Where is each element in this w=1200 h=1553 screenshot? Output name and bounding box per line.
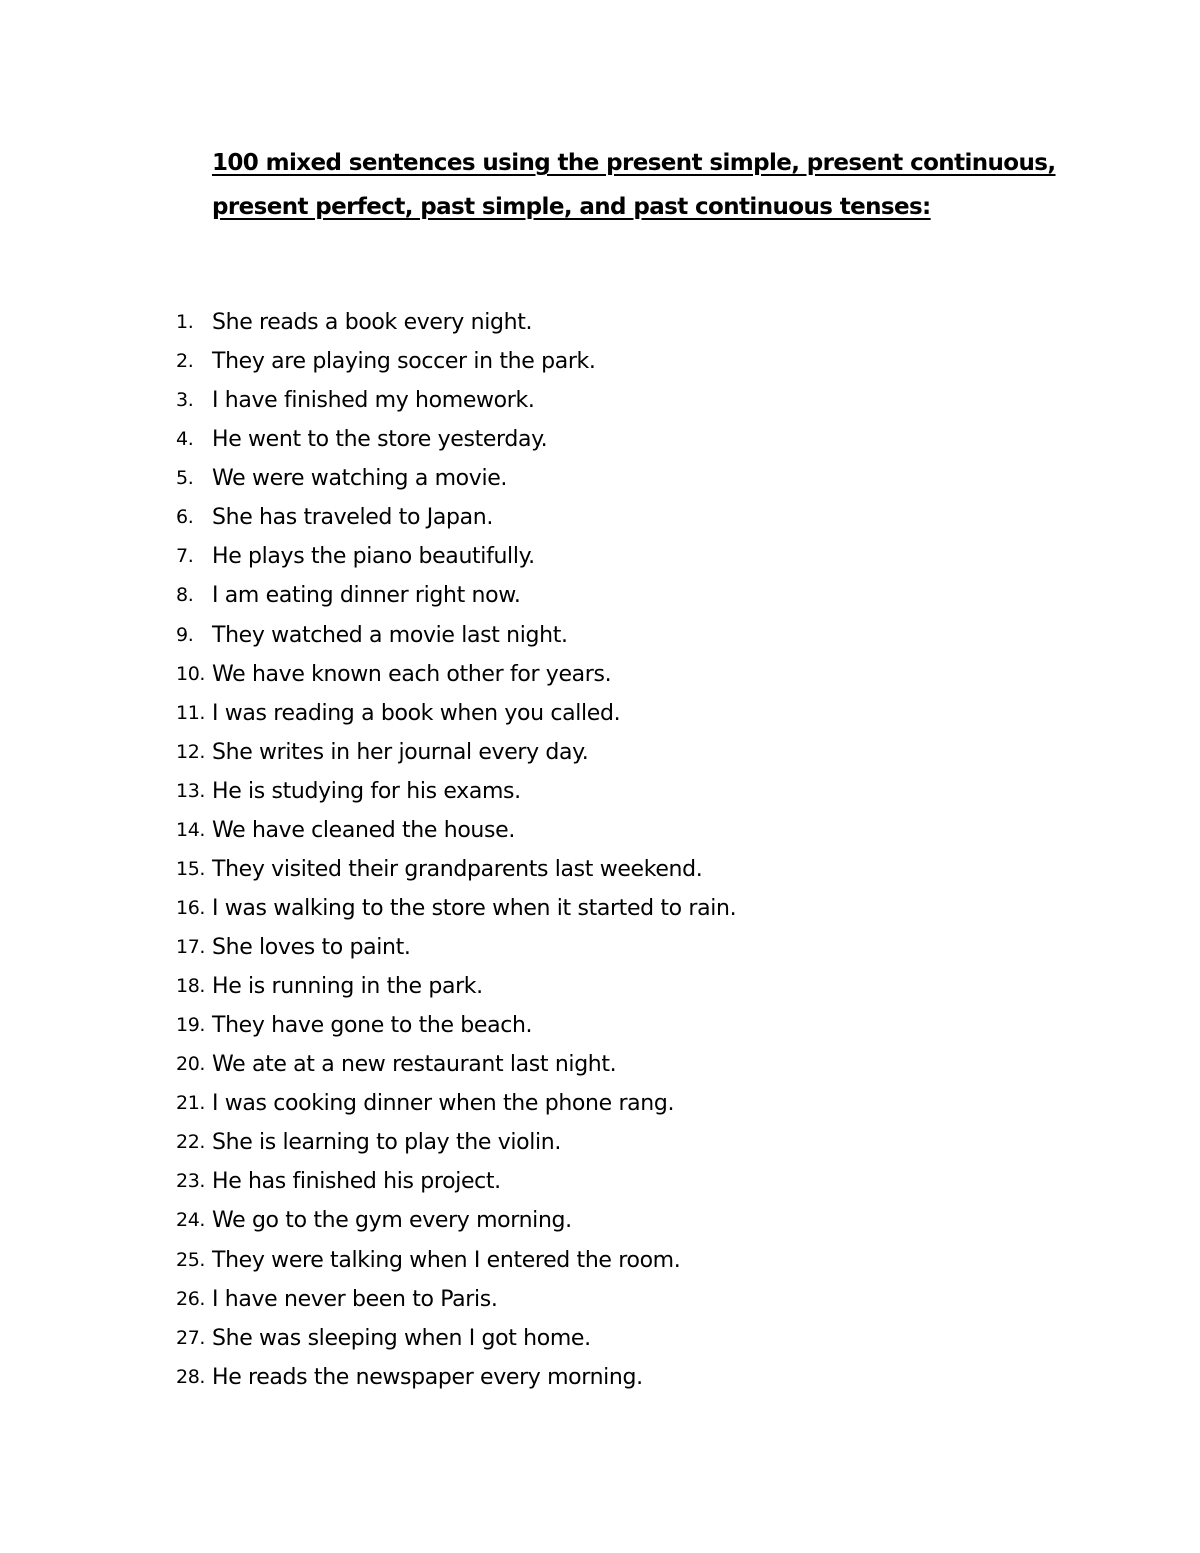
item-number: 8. <box>176 584 194 607</box>
page-title <box>212 141 1072 229</box>
item-text: I have finished my homework. <box>212 388 535 414</box>
item-text: She is learning to play the violin. <box>212 1130 561 1156</box>
list-item <box>176 928 736 967</box>
item-number: 14. <box>176 818 206 841</box>
item-text: I was cooking dinner when the phone rang. <box>212 1091 675 1117</box>
list-item <box>176 1280 736 1319</box>
item-text: She loves to paint. <box>212 935 411 960</box>
list-item <box>176 1045 736 1084</box>
list-item <box>176 1241 736 1280</box>
item-text: She reads a book every night. <box>212 310 533 335</box>
list-item <box>176 459 736 498</box>
item-number: 2. <box>176 350 194 373</box>
title-line-2: present perfect, past simple, and past continuous tenses: <box>212 194 931 220</box>
item-number: 23. <box>176 1170 206 1193</box>
item-number: 18. <box>176 975 206 998</box>
item-text: He is studying for his exams. <box>212 778 521 804</box>
item-number: 16. <box>176 896 206 919</box>
list-item <box>176 498 736 537</box>
list-item <box>176 655 736 694</box>
item-text: He reads the newspaper every morning. <box>212 1364 643 1390</box>
item-text: We ate at a new restaurant last night. <box>212 1052 617 1078</box>
item-text: She was sleeping when I got home. <box>212 1325 591 1351</box>
list-item <box>176 576 736 615</box>
item-number: 22. <box>176 1131 206 1154</box>
list-item <box>176 342 736 381</box>
item-number: 21. <box>176 1092 206 1115</box>
item-number: 26. <box>176 1287 206 1310</box>
item-text: I was reading a book when you called. <box>212 700 621 726</box>
item-text: We have cleaned the house. <box>212 817 515 843</box>
item-text: She writes in her journal every day. <box>212 739 589 765</box>
item-text: He went to the store yesterday. <box>212 427 548 453</box>
item-number: 19. <box>176 1014 206 1037</box>
item-number: 7. <box>176 545 194 568</box>
item-number: 6. <box>176 506 194 529</box>
item-number: 25. <box>176 1248 206 1271</box>
item-text: They were talking when I entered the room. <box>212 1247 681 1273</box>
title-line-1: 100 mixed sentences using the present simple, present continuous, <box>212 150 1056 176</box>
list-item <box>176 1006 736 1045</box>
item-number: 11. <box>176 701 206 724</box>
item-number: 27. <box>176 1326 206 1349</box>
list-item <box>176 1123 736 1162</box>
list-item <box>176 811 736 850</box>
item-number: 5. <box>176 467 194 490</box>
item-text: They visited their grandparents last weekend. <box>212 856 703 882</box>
list-item <box>176 733 736 772</box>
list-item <box>176 694 736 733</box>
list-item <box>176 303 736 342</box>
item-number: 9. <box>176 623 194 646</box>
item-number: 28. <box>176 1365 206 1388</box>
list-item <box>176 967 736 1006</box>
item-text: He is running in the park. <box>212 974 483 1000</box>
item-text: He plays the piano beautifully. <box>212 544 535 570</box>
list-item <box>176 850 736 889</box>
list-item <box>176 616 736 655</box>
item-number: 1. <box>176 311 194 333</box>
item-text: They have gone to the beach. <box>212 1013 533 1039</box>
item-number: 17. <box>176 936 206 958</box>
item-number: 10. <box>176 662 206 685</box>
item-text: We go to the gym every morning. <box>212 1208 572 1234</box>
list-item <box>176 1201 736 1240</box>
list-item <box>176 889 736 928</box>
list-item <box>176 420 736 459</box>
item-text: I was walking to the store when it started to rain. <box>212 895 737 921</box>
item-number: 3. <box>176 389 194 412</box>
list-item <box>176 1084 736 1123</box>
item-text: They watched a movie last night. <box>212 622 568 648</box>
list-item <box>176 1319 736 1358</box>
item-text: I am eating dinner right now. <box>212 583 521 609</box>
item-text: They are playing soccer in the park. <box>212 349 596 375</box>
list-item <box>176 1162 736 1201</box>
item-number: 24. <box>176 1209 206 1232</box>
item-number: 12. <box>176 740 206 763</box>
item-number: 15. <box>176 857 206 880</box>
list-item <box>176 772 736 811</box>
item-text: We have known each other for years. <box>212 661 612 687</box>
item-number: 4. <box>176 428 194 451</box>
item-text: I have never been to Paris. <box>212 1286 498 1312</box>
item-text: She has traveled to Japan. <box>212 505 493 531</box>
list-item <box>176 1358 736 1397</box>
sentence-list <box>176 303 736 1397</box>
list-item <box>176 381 736 420</box>
item-text: He has finished his project. <box>212 1169 501 1195</box>
list-item <box>176 537 736 576</box>
item-number: 20. <box>176 1053 206 1076</box>
item-text: We were watching a movie. <box>212 466 508 492</box>
item-number: 13. <box>176 779 206 802</box>
